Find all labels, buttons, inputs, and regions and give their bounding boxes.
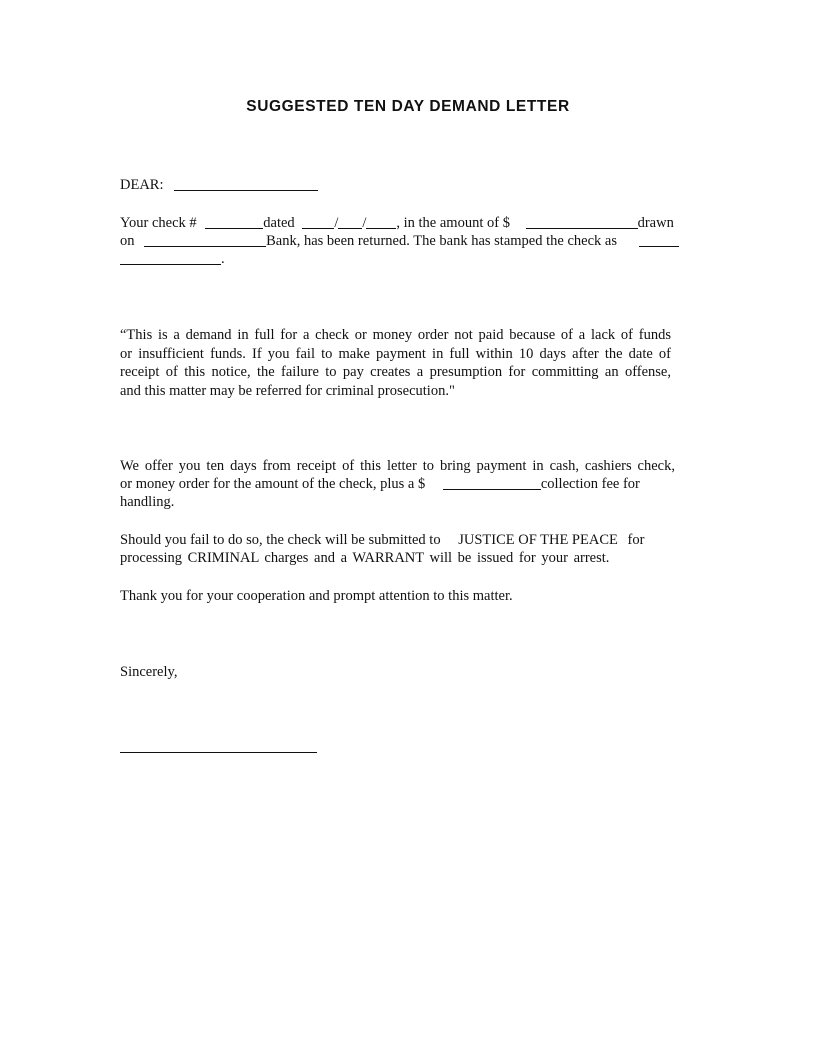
demand-quote-line-4: and this matter may be referred for criminal prosecution." <box>120 382 455 399</box>
dated-label: dated <box>263 215 295 231</box>
check-para-line-3 <box>120 250 225 268</box>
fail-submitted-text: Should you fail to do so, the check will be submitted to <box>120 532 441 548</box>
date-year-blank[interactable] <box>366 215 396 229</box>
drawn-label: drawn <box>637 215 674 231</box>
stamp-reason-blank-2[interactable] <box>120 251 221 265</box>
offer-para-line-3: handling. <box>120 494 175 510</box>
collection-fee-blank[interactable] <box>443 476 541 490</box>
drawn-on-label: on <box>120 233 135 249</box>
document-title: SUGGESTED TEN DAY DEMAND LETTER <box>246 98 570 115</box>
salutation-label: DEAR: <box>120 177 164 193</box>
demand-quote-line-2: or insufficient funds. If you fail to make payment in full within 10 days after the date of <box>120 345 671 362</box>
amount-blank[interactable] <box>526 215 638 229</box>
demand-quote-line-1: “This is a demand in full for a check or money order not paid because of a lack of funds <box>120 327 671 343</box>
period: . <box>221 251 225 267</box>
date-day-blank[interactable] <box>338 215 362 229</box>
check-number-label: Your check # <box>120 215 197 231</box>
collection-fee-label: collection fee for <box>540 476 640 492</box>
fail-para-line-1 <box>120 531 644 549</box>
bank-name-blank[interactable] <box>144 233 266 247</box>
check-number-blank[interactable] <box>205 215 263 229</box>
offer-fee-label: or money order for the amount of the check, plus a $ <box>120 476 426 492</box>
thanks-line: Thank you for your cooperation and prompt attention to this matter. <box>120 588 513 604</box>
date-month-blank[interactable] <box>302 215 334 229</box>
recipient-name-blank[interactable] <box>174 177 318 191</box>
closing-line: Sincerely, <box>120 664 178 680</box>
fail-para-line-2: processing CRIMINAL charges and a WARRANT will be issued for your arrest. <box>120 550 610 566</box>
offer-para-line-2 <box>120 475 640 493</box>
court-name: JUSTICE OF THE PEACE <box>458 532 618 548</box>
check-para-line-2 <box>120 232 679 250</box>
amount-label: , in the amount of $ <box>396 215 510 231</box>
check-para-line-1 <box>120 214 674 232</box>
date-slash-2: / <box>362 215 367 231</box>
bank-returned-text: Bank, has been returned. The bank has stamped the check as <box>266 233 617 249</box>
salutation-line <box>120 176 318 194</box>
for-text: for <box>627 532 645 548</box>
offer-para-line-1: We offer you ten days from receipt of this letter to bring payment in cash, cashiers check, <box>120 458 675 474</box>
stamp-reason-blank-1[interactable] <box>639 233 679 247</box>
date-slash-1: / <box>334 215 339 231</box>
signature-line[interactable] <box>120 752 317 753</box>
demand-quote-line-3: receipt of this notice, the failure to pay creates a presumption for committing an offense, <box>120 364 671 380</box>
